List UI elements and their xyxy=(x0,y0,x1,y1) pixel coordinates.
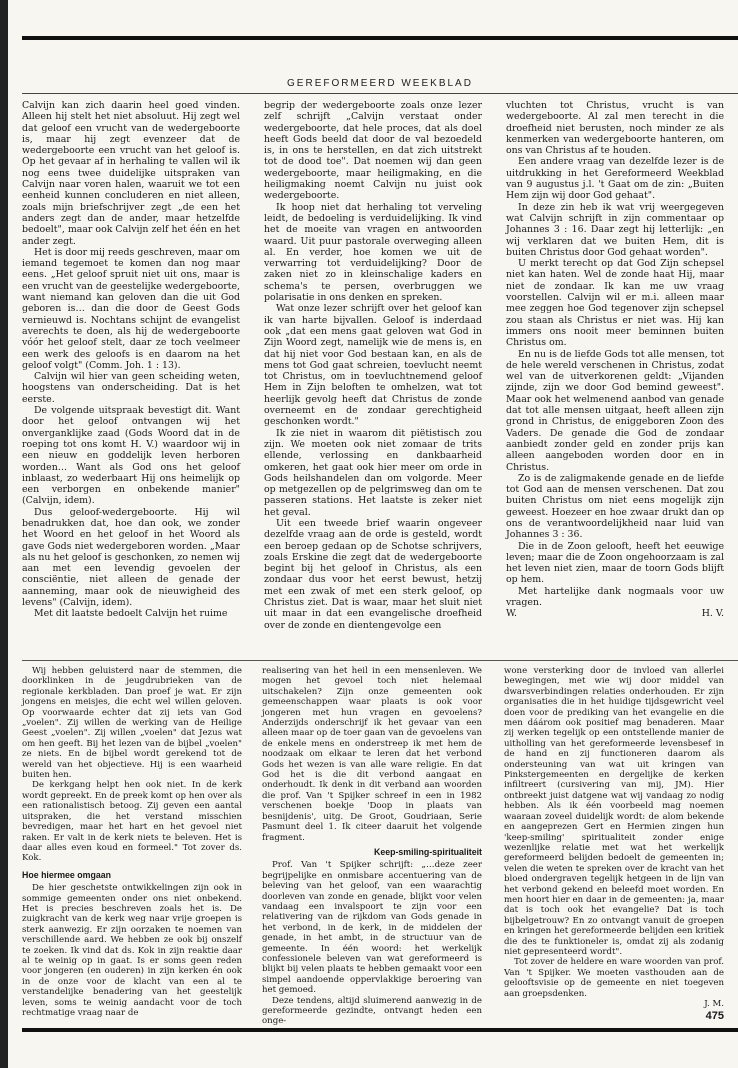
paragraph: Die in de Zoon gelooft, heeft het eeuwige leven; maar die de Zoon ongehoorzaam is zal het leven niet zien, maar de toorn Gods blijft op hem. xyxy=(506,540,724,586)
paragraph: De volgende uitspraak bevestigt dit. Want door het geloof ontvangen wij het onverganklijke zaad (Gods Woord dat in de roeping tot ons komt H. V.) waardoor wij in een nieuw en goddelijk leven herboren worden… Want als God ons het geloof inblaast, zo wederbaart Hij ons heimelijk op een verborgen en onbekende manier" (Calvijn, idem). xyxy=(22,405,240,507)
paragraph: Ik hoop niet dat herhaling tot verveling leidt, de bedoeling is verduidelijking. Ik vind het de moeite van vragen en antwoorden waard. Uit puur pastorale overweging alleen al. En verder, hoe komen we uit de verwarring tot verduidelijking? Door de zaken niet zo in kleinschalige kaders en schema's te persen, overbruggen we polarisatie in ons denken en spreken. xyxy=(264,201,482,304)
paragraph: begrip der wedergeboorte zoals onze lezer zelf schrijft „Calvijn verstaat onder wedergeboorte, dat hele proces, dat als doel heeft Gods beeld dat door de val bezoedeld is, in ons te herstellen, en dat zich uitstrekt tot de dood toe". Dat noemen wij dan geen wedergeboorte, maar heiligmaking, en die heiligmaking noemt Calvijn nu juist ook wedergeboorte. xyxy=(264,100,482,202)
section-heading: Hoe hiermee omgaan xyxy=(22,869,111,880)
upper-column-2 xyxy=(264,100,482,656)
paragraph: Uit een tweede brief waarin ongeveer dezelfde vraag aan de orde is gesteld, wordt een beroep gedaan op de Schotse schrijvers, zoals Erskine die zegt dat de wedergeboorte begint bij het geloof in Christus, als een zondaar dus voor het eerst bewust, hetzij met een zwak of met een sterk geloof, op Christus ziet. Dat is waar, maar het sluit niet uit maar in dat een evangelische droefheid over de zonde en dientengevolge een xyxy=(264,517,482,631)
paragraph: Calvijn wil hier van geen scheiding weten, hoogstens van onderscheiding. Dat is het eerste. xyxy=(22,371,240,405)
top-rule xyxy=(22,36,738,40)
paragraph: Het is door mij reeds geschreven, maar om iemand tegemoet te komen dan nog maar eens. „Het geloof spruit niet uit ons, maar is een vrucht van de geestelijke wedergeboorte, want niemand kan geloven dan die uit God geboren is… dan die door de Geest Gods vernieuwd is. Nochtans schijnt de evangelist averechts te doen, als hij de wedergeboorte vóór het geloof stelt, daar ze toch veelmeer een werk des geloofs is en daarom na het geloof volgt" (Comm. Joh. 1 : 13). xyxy=(22,246,240,371)
paragraph: Deze tendens, altijd sluimerend aanwezig in de gereformeerde gezindte, ontvangt heden een onge- xyxy=(262,995,482,1027)
paragraph: Wat onze lezer schrijft over het geloof kan ik van harte bijvallen. Geloof is inderdaad ook „dat een mens gaat geloven wat God in Zijn Woord zegt, namelijk wie de mens is, en dat hij niet voor God bestaan kan, en als de mens tot God gaat schreien, toevlucht neemt tot Christus, om in toevluchtnemend geloof Hem in Zijn beloften te omhelzen, wat tot heerlijk gevolg heeft dat Christus de zonde overneemt en de zondaar gerechtigheid geschonken wordt." xyxy=(264,303,482,428)
masthead: GEREFORMEERD WEEKBLAD xyxy=(287,78,473,89)
paragraph: vluchten tot Christus, vrucht is van wedergeboorte. Al zal men terecht in die droefheid niet berusten, noch minder ze als kenmerken van wedergeboorte hanteren, om ons van Christus af te houden. xyxy=(506,100,724,157)
paragraph: Calvijn kan zich daarin heel goed vinden. Alleen hij stelt het niet absoluut. Hij zegt wel dat geloof een vrucht van de wedergeboorte is, maar hij zegt evenzeer dat de wedergeboorte een vrucht van het geloof is. Op het gevaar af in herhaling te vallen wil ik nog eens twee duidelijke uitspraken van Calvijn naar voren halen, waaruit we tot een eenheid kunnen concluderen en niet alleen, zoals mijn briefschrijver zegt „de een het anders zegt dan de ander, maar hetzelfde bedoelt", maar ook Calvijn zelf het één en het ander zegt. xyxy=(22,100,240,247)
paragraph: De kerkgang helpt hen ook niet. In de kerk wordt gepreekt. En de preek komt op hen over als een rationalistisch betoog. Zij geven een aantal uitspraken, die het verstand misschien bevredigen, maar het hart en het gevoel niet raken. Er valt in de kerk niets te beleven. Het is daar alles even koud en formeel." Tot zover ds. Kok. xyxy=(22,780,242,864)
paragraph: Dus geloof-wedergeboorte. Hij wil benadrukken dat, hoe dan ook, we zonder het Woord en het geloof in het Woord als gave Gods niet wedergeboren worden. „Maar als nu het geloof is geschonken, zo nemen wij aan met een levendig gevoelen der consciëntie, niet alleen de genade der aanneming, maar ook de nieuwigheid des levens" (Calvijn, idem). xyxy=(22,506,240,609)
upper-column-1 xyxy=(22,100,240,656)
paragraph: En nu is de liefde Gods tot alle mensen, tot de hele wereld verschenen in Christus, zodat wel van de uitverkorenen geldt: „Vijanden zijnde, zijn we door God bemind geweest". Maar ook het welmenend aanbod van genade dat tot alle mensen uitgaat, heeft alleen zijn grond in Christus, de eniggeboren Zoon des Vaders. De genade die God de zondaar aanbiedt zonder geld en zonder prijs kan alleen aangeboden worden door en in Christus. xyxy=(506,348,724,473)
section-divider xyxy=(22,660,738,661)
paragraph: Prof. Van 't Spijker schrijft: „…deze zeer begrijpelijke en onmisbare accentuering van de beleving van het geloof, van een waarachtig doorleven van zonde en genade, blijkt voor velen vandaag een invalspoort te zijn voor een relativering van de rijkdom van Gods genade in het verbond, in de kerk, in de middelen der genade, in het ambt, in de structuur van de gemeente. In één woord: het werkelijk confessionele beleven van wat gereformeerd is blijkt bij velen plaats te hebben gemaakt voor een simpel aandoende oppervlakkige beroering van het gemoed. xyxy=(262,860,482,996)
lower-column-1 xyxy=(22,666,242,1018)
paragraph: U merkt terecht op dat God Zijn schepsel niet kan haten. Wel de zonde haat Hij, maar niet de zondaar. Ik kan me uw vraag voorstellen. Calvijn wil er m.i. alleen maar mee zeggen hoe God tegenover zijn schepsel zou staan als Christus er niet was. Hij kan immers ons nooit meer beminnen buiten Christus om. xyxy=(506,258,724,349)
paragraph: Ik zie niet in waarom dit piëtistisch zou zijn. We moeten ook niet zomaar de trits ellende, verlossing en dankbaarheid omkeren, het gaat ook hier meer om orde in Gods heilshandelen dan om volgorde. Meer op metgezellen op de pelgrimsweg dan om te passeren stations. Het laatste is zeker niet het geval. xyxy=(264,427,482,518)
section-heading: Keep-smiling-spiritualiteit xyxy=(373,846,482,857)
paragraph: Een andere vraag van dezelfde lezer is de uitdrukking in het Gereformeerd Weekblad van 9 augustus j.l. 't Gaat om de zin: „Buiten Hem zijn wij door God gehaat". xyxy=(506,156,724,202)
paragraph: Wij hebben geluisterd naar de stemmen, die doorklinken in de jeugdrubrieken van de regionale kerkbladen. Dan proef je wat. Er zijn jongens en meisjes, die echt wel willen geloven. Op voorwaarde echter dat zij iets van God „voelen". Zij willen de werking van de Heilige Geest „voelen". Zij willen „voelen" dat Jezus wat om hen geeft. Bij het lezen van de bijbel „voelen" ze niets. En de bijbel wordt gerekend tot de wereld van het objectieve. Hij is een waarheid buiten hen. xyxy=(22,666,242,781)
author-signature: J. M. xyxy=(704,999,724,1009)
masthead-rule xyxy=(22,93,738,94)
paragraph: Zo is de zaligmakende genade en de liefde tot God aan de mensen verschenen. Dat zou buiten Christus om niet eens mogelijk zijn geweest. Hoezeer en hoe zwaar drukt dan op ons de verantwoordelijkheid naar luid van Johannes 3 : 36. xyxy=(506,472,724,541)
paragraph: De hier geschetste ontwikkelingen zijn ook in sommige gemeenten onder ons niet onbekend. Het is precies beschreven zoals het is. De zuigkracht van de kerk weg naar vrije groepen is sterk aanwezig. Er zijn oorzaken te noemen van verschillende aard. We hebben ze ook bij onszelf te zoeken. Ik vind dat ds. Kok in zijn reaktie daar al te weinig op in gaat. Is er soms geen reden voor jongeren (en ouderen) in zijn kerken én ook in de onze voor de klacht van een al te verstandelijke benadering van het geestelijk leven, soms te weinig aandacht voor de toch rechtmatige vraag naar de xyxy=(22,883,242,1018)
bottom-rule xyxy=(22,1028,738,1032)
paragraph: Met hartelijke dank nogmaals voor uw vragen. xyxy=(506,585,724,609)
lower-column-3 xyxy=(504,666,724,1008)
page-number: 475 xyxy=(705,1010,724,1022)
signature-left: W. xyxy=(506,608,517,620)
author-signature xyxy=(506,608,724,619)
signature-right: H. V. xyxy=(701,608,724,620)
upper-column-3 xyxy=(506,100,724,656)
lower-column-2 xyxy=(262,666,482,1027)
paragraph: In deze zin heb ik wat vrij weergegeven wat Calvijn schrijft in zijn commentaar op Johannes 3 : 16. Daar zegt hij letterlijk: „en wij verklaren dat we buiten Hem, dit is buiten Christus door God gehaat worden". xyxy=(506,201,724,258)
paragraph: Tot zover de heldere en ware woorden van prof. Van 't Spijker. We moeten vasthouden aan de gelooftsvisie op de gemeente en niet toegeven aan groepsdenken. xyxy=(504,957,724,999)
scan-edge xyxy=(0,0,8,1068)
paragraph: realisering van het heil in een mensenleven. We mogen het gevoel toch niet helemaal uitschakelen? Zijn onze gemeenten ook gemeenschappen waar plaats is ook voor jongeren met hun vragen en gevoelens? Anderzijds onderschrijf ik het gevaar van een alleen maar op de toer gaan van de gevoelens van de enkele mens en onderstreep ik met hem de noodzaak om elkaar te leren dat het verbond Gods het wezen is van alle ware religie. En dat God het is die dit verbond aangaat en onderhoudt. Ik denk in dit verband aan woorden die prof. Van 't Spijker schreef in een in 1982 verschenen boekje 'Doop in plaats van besnijdenis', uitg. De Groot, Goudriaan, Serie Pasmunt deel 1. Ik citeer daaruit het volgende fragment. xyxy=(262,666,482,843)
paragraph: Met dit laatste bedoelt Calvijn het ruime xyxy=(34,608,228,620)
paragraph: wone versterking door de invloed van allerlei bewegingen, met wie wij door middel van dwarsverbindingen relaties onderhouden. Er zijn organisaties die in het huidige tijdsgewricht veel doen voor de prediking van het evangelie en die men dáárom ook positief mag benaderen. Maar zij werken tegelijk op een ontstellende manier de uitholling van het gereformeerde levensbesef in de hand en zij functioneren daarom als ondersteuning van wat uit kringen van Pinkstergemeenten en dergelijke de kerken infiltreert (cursivering van mij, JM). Hier ontbreekt juist datgene wat wij vandaag zo nodig hebben. Als ik één voorbeeld mag noemen waaraan zoveel duidelijk wordt: de alom bekende en aangeprezen Gert en Hermien zingen hun 'keep-smiling' spiritualiteit zonder enige wezenlijke relatie met wat het werkelijk gereformeerd belijden bedoelt de gemeenten in; velen die weten te spreken over de kracht van het bloed ondergraven tegelijk hetgeen in de lijn van het verbond gekend en beleefd moet worden. En men hoort hier en daar in de gemeenten: ja, maar dat is toch ook het evangelie? Dat is toch bijbelgetrouw? En zo ontvangt vanuit de groepen en kringen het gereformeerde belijden een kritiek die des te funktioneler is, omdat zij als zodanig niet gepresenteerd wordt". xyxy=(504,666,724,957)
